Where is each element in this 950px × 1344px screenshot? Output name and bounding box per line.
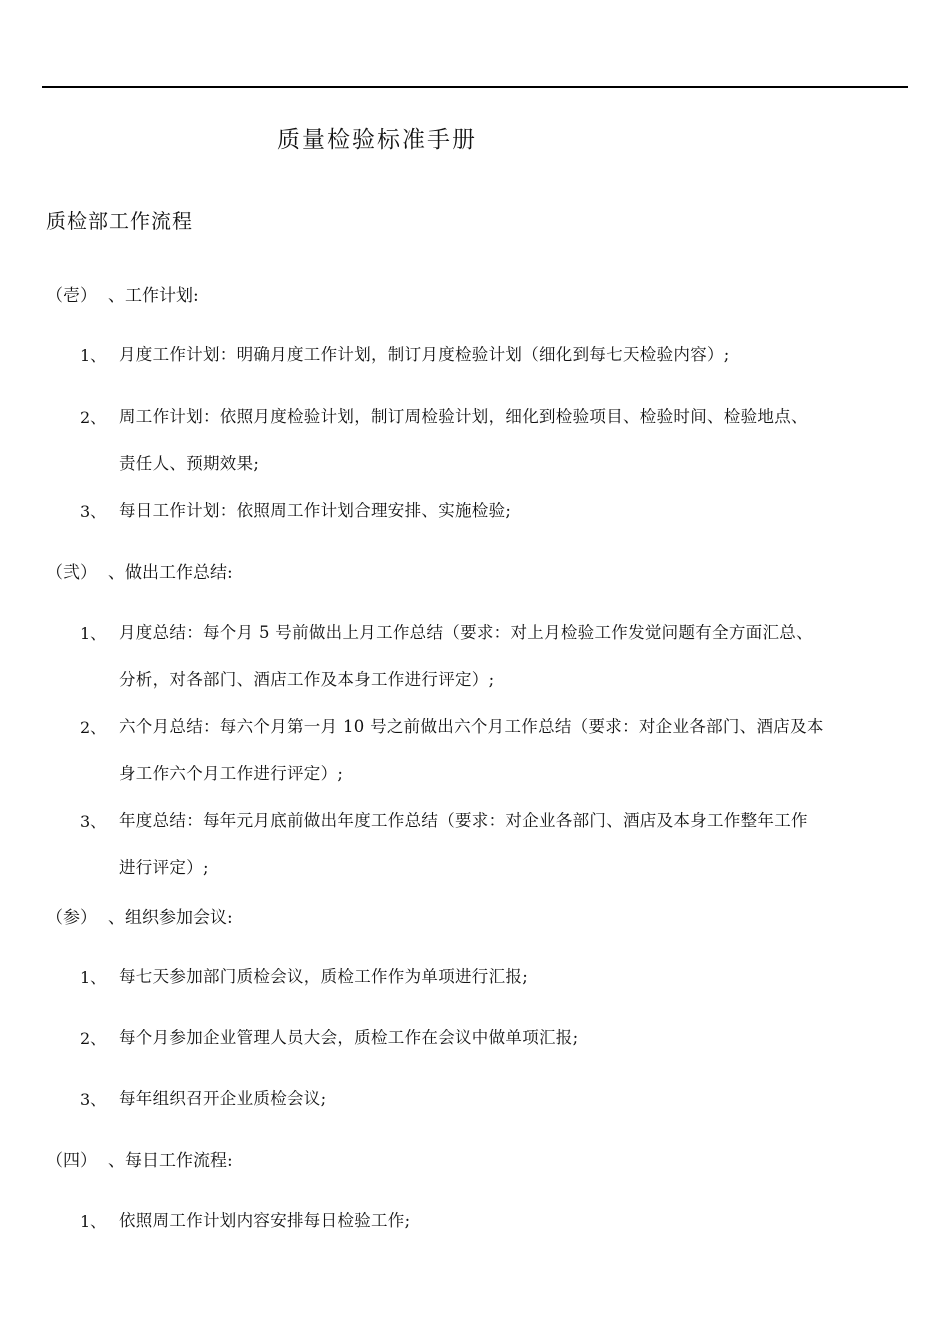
list-item-number: 1、 (80, 1212, 107, 1231)
section-number: （弐） (46, 563, 97, 583)
section-number: （四） (46, 1151, 97, 1171)
list-item-text-continued: 进行评定）; (119, 858, 209, 877)
list-item-number: 3、 (80, 812, 107, 831)
list-item-text: 每个月参加企业管理人员大会，质检工作在会议中做单项汇报; (119, 1028, 579, 1047)
section-heading (46, 903, 233, 928)
section-heading-text: 、组织参加会议: (108, 908, 233, 928)
document-subtitle: 质检部工作流程 (46, 209, 193, 233)
list-item-text-continued: 分析，对各部门、酒店工作及本身工作进行评定）; (119, 670, 495, 689)
list-item-number: 3、 (80, 502, 107, 521)
list-item-text: 每日工作计划：依照周工作计划合理安排、实施检验; (119, 501, 512, 520)
list-item-text-continued: 身工作六个月工作进行评定）; (119, 764, 344, 783)
list-item-text: 月度总结：每个月 5 号前做出上月工作总结（要求：对上月检验工作发觉问题有全方面汇总、 (119, 623, 813, 642)
list-item-number: 2、 (80, 408, 107, 427)
section-number: （参） (46, 908, 97, 928)
list-item-text: 六个月总结：每六个月第一月 10 号之前做出六个月工作总结（要求：对企业各部门、酒店及本 (119, 717, 824, 736)
list-item-number: 3、 (80, 1090, 107, 1109)
list-item-number: 2、 (80, 718, 107, 737)
section-heading (46, 281, 199, 306)
list-item-text: 月度工作计划：明确月度工作计划，制订月度检验计划（细化到每七天检验内容）; (119, 345, 730, 364)
list-item-text-continued: 责任人、预期效果; (119, 454, 260, 473)
document-title: 质量检验标准手册 (277, 127, 477, 153)
section-heading-text: 、工作计划: (108, 286, 199, 306)
section-heading-text: 、每日工作流程: (108, 1151, 233, 1171)
list-item-number: 1、 (80, 346, 107, 365)
section-heading-text: 、做出工作总结: (108, 563, 233, 583)
list-item-number: 1、 (80, 624, 107, 643)
list-item-number: 1、 (80, 968, 107, 987)
list-item-text: 每七天参加部门质检会议，质检工作作为单项进行汇报; (119, 967, 529, 986)
section-number: （壱） (46, 286, 97, 306)
top-horizontal-rule (42, 86, 908, 88)
list-item-number: 2、 (80, 1029, 107, 1048)
section-heading (46, 1146, 233, 1171)
list-item-text: 依照周工作计划内容安排每日检验工作; (119, 1211, 411, 1230)
section-heading (46, 558, 233, 583)
list-item-text: 年度总结：每年元月底前做出年度工作总结（要求：对企业各部门、酒店及本身工作整年工作 (119, 811, 808, 830)
list-item-text: 每年组织召开企业质检会议; (119, 1089, 327, 1108)
list-item-text: 周工作计划：依照月度检验计划，制订周检验计划，细化到检验项目、检验时间、检验地点、 (119, 407, 808, 426)
